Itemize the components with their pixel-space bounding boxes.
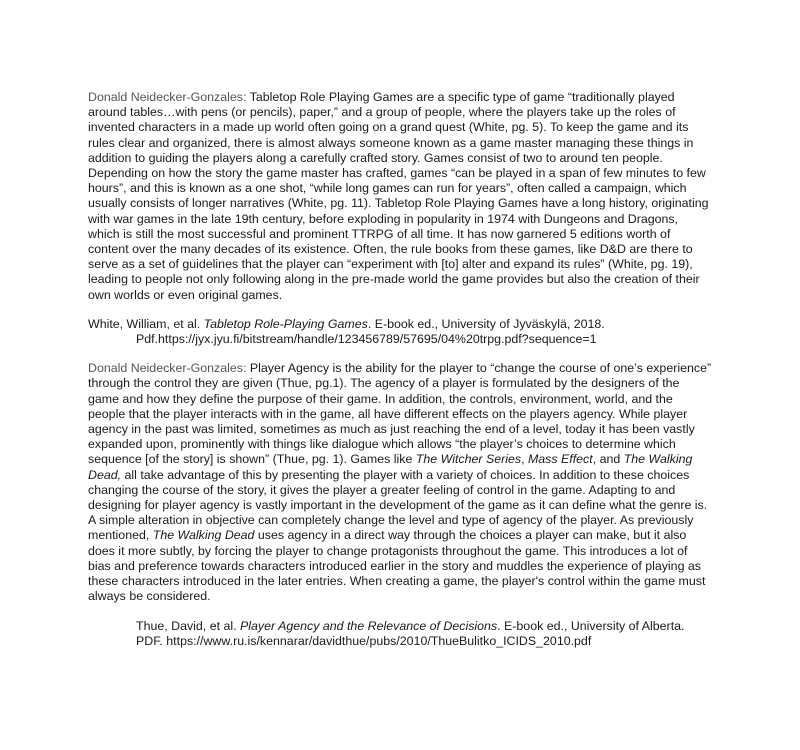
author-name: Donald Neidecker-Gonzales: — [88, 90, 247, 104]
citation-title: Player Agency and the Relevance of Decisions — [240, 618, 498, 633]
author-name: Donald Neidecker-Gonzales: — [88, 361, 247, 376]
game-title: The Walking Dead, — [88, 452, 693, 482]
paragraph-text: uses agency in a direct way through the choices a player can make, but it also does it more subtly, by forcing the player to change protagonists throughout the game. This introduces a lot of bias and preference towards characters introduced earlier in the story and muddles the experience of playing as these characters introduced in the later entries. When creating a game, the player's control within the game must always be considered. — [88, 528, 706, 604]
citation-details: . E-book ed., University of Jyväskylä, 2018. Pdf.https://jyx.jyu.fi/bitstream/handle/123456789/57695/04%20trpg.pdf?sequence=1 — [136, 316, 605, 347]
citation-thue — [88, 619, 713, 649]
document-page — [88, 90, 713, 649]
paragraph-player-agency — [88, 361, 713, 604]
citation-title: Tabletop Role-Playing Games — [203, 316, 368, 331]
citation-authors: White, William, et al. — [88, 316, 204, 331]
game-title: The Witcher Series — [415, 452, 522, 467]
separator-text: , and — [592, 452, 624, 467]
citation-details: . E-book ed., University of Alberta. PDF. https://www.ru.is/kennarar/davidthue/pubs/2010/ThueBulitko_ICIDS_2010.pdf — [136, 618, 685, 648]
paragraph-ttrpg — [88, 90, 713, 303]
paragraph-text: Tabletop Role Playing Games are a specific type of game “traditionally played around tables…with pens (or pencils), paper,” and a group of people, where the players take up the roles of invented characters in a made up world often going on a grand quest (White, pg. 5). To keep the game and its rules clear and organized, there is almost always someone known as a game master managing these things in addition to guiding the players along a carefully crafted story. Games consist of two to around ten people. Depending on how the story the game master has crafted, games “can be played in a span of few minutes to few hours”, and this is known as a one shot, “while long games can run for years”, often called a campaign, which usually consists of longer narratives (White, pg. 11). Tabletop Role Playing Games have a long history, originating with war games in the late 19th century, before exploding in popularity in 1974 with Dungeons and Dragons, which is still the most successful and prominent TTRPG of all time. It has now garnered 5 editions worth of content over the many decades of its existence. Often, the rule books from these games, like D&D are there to serve as a set of guidelines that the player can “experiment with [to] alter and expand its rules” (White, pg. 19), leading to people not only following along in the pre-made world the game provides but also the creation of their own worlds or even original games. — [88, 90, 709, 302]
separator-text: , — [521, 452, 528, 467]
paragraph-text: Player Agency is the ability for the player to “change the course of one’s experience” through the control they are given (Thue, pg.1). The agency of a player is formulated by the designers of the game and how they define the purpose of their game. In addition, the controls, environment, world, and the people that the player interacts with in the game, all have different effects on the players agency. While player agency in the past was limited, sometimes as much as just reaching the end of a level, today it has been vastly expanded upon, prominently with things like dialogue which allows “the player’s choices to determine which sequence [of the story] is shown” (Thue, pg. 1). Games like — [88, 361, 712, 467]
citation-authors: Thue, David, et al. — [136, 618, 240, 633]
game-title: Mass Effect — [527, 452, 593, 467]
citation-white — [88, 317, 713, 347]
game-title: The Walking Dead — [152, 528, 255, 543]
paragraph-text: all take advantage of this by presenting the player with a variety of choices. In addition to these choices changing the course of the story, it gives the player a greater feeling of control in the game. Adapting to and designing for player agency is vastly important in the development of the game as it can define what the genre is. A simple alteration in objective can completely change the level and type of agency of the player. As previously mentioned, — [88, 467, 708, 543]
